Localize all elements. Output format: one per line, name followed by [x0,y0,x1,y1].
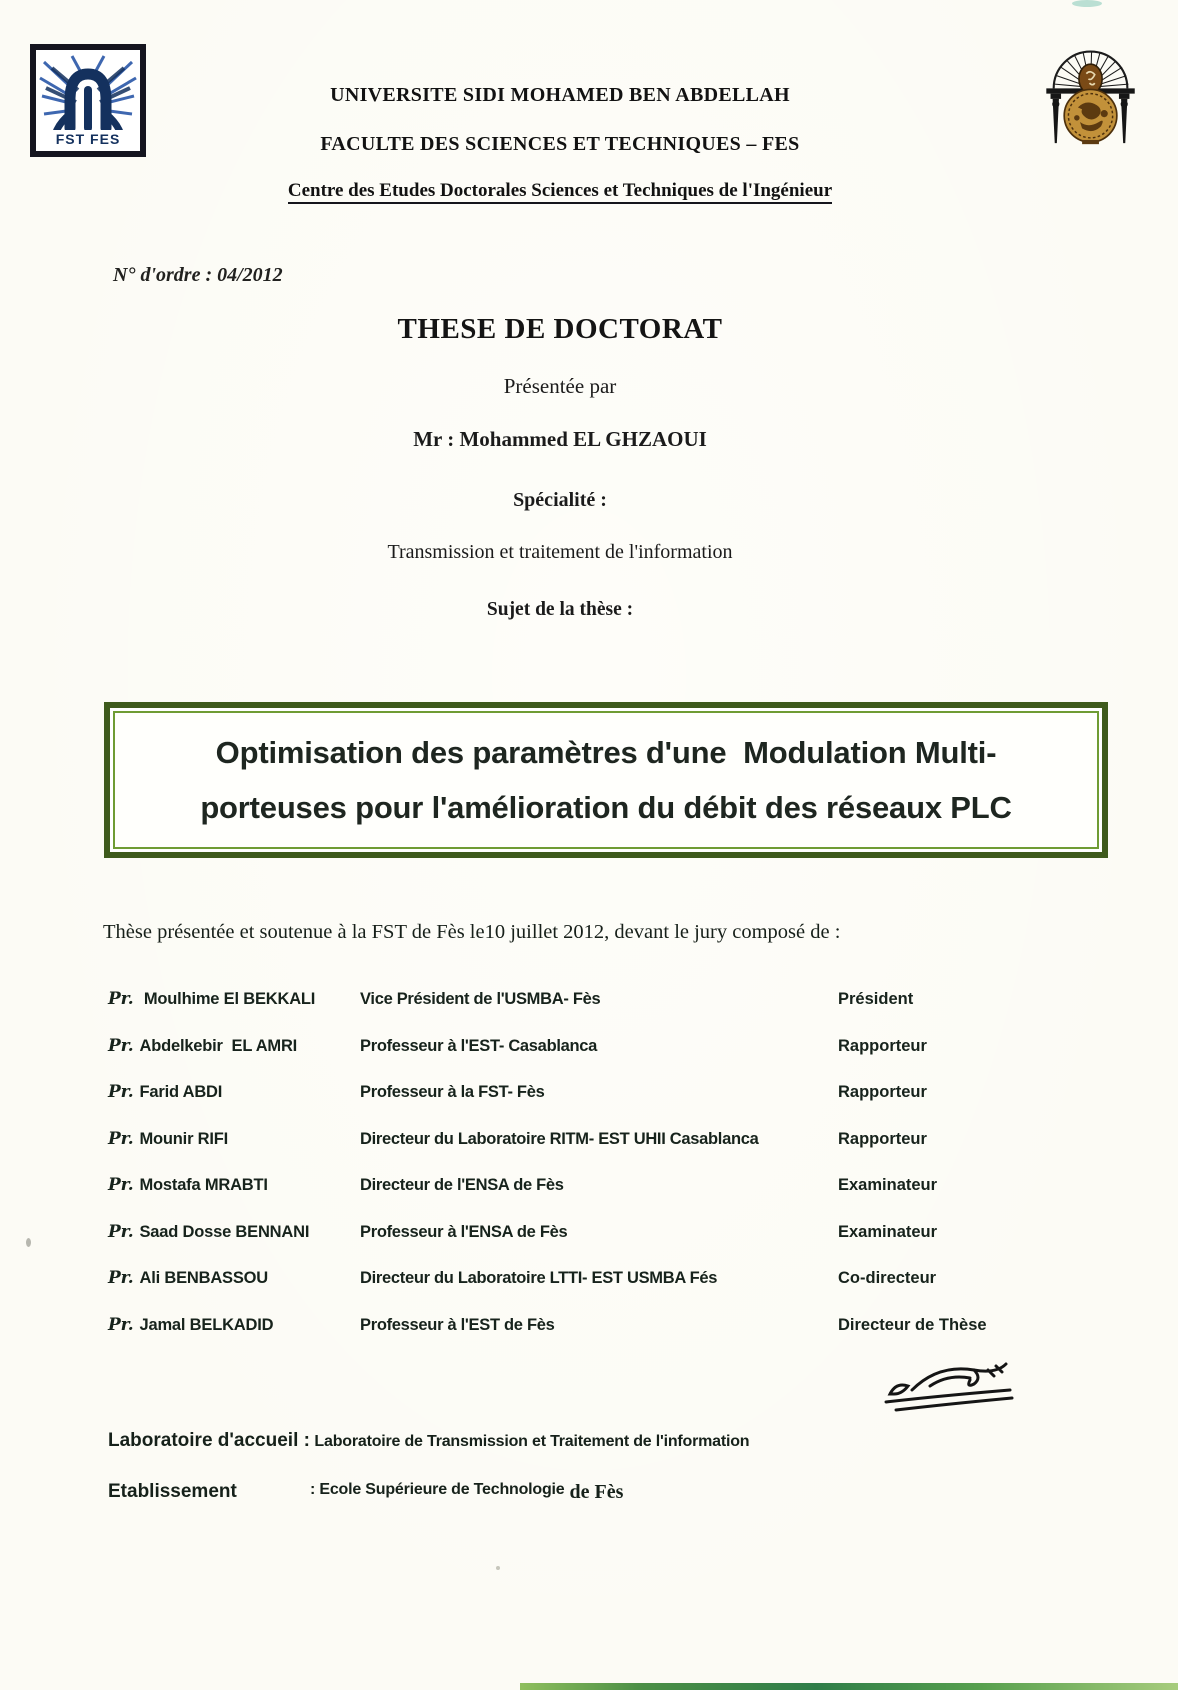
presented-by-label: Présentée par [503,374,617,398]
professor-prefix: Pr. [108,1268,134,1288]
jury-name-text: Farid ABDI [139,1083,223,1101]
jury-name-text: Abdelkebir EL AMRI [139,1036,298,1055]
thesis-title-line-1: Optimisation des paramètres d'une Modulation Multi- [215,735,997,770]
jury-row [108,1036,1118,1057]
jury-table [108,989,1118,1336]
jury-name-text: Jamal BELKADID [139,1315,274,1334]
jury-member-role: Directeur de Thèse [838,1315,987,1334]
speciality-value: Transmission et traitement de l'information [387,541,733,563]
bottom-scan-green-bar [520,1683,1178,1690]
jury-member-role: Rapporteur [838,1083,927,1101]
university-name: UNIVERSITE SIDI MOHAMED BEN ABDELLAH [330,84,790,106]
scan-speck [26,1238,31,1247]
jury-name-text: Mostafa MRABTI [139,1176,268,1194]
professor-prefix: Pr. [108,1035,134,1056]
jury-row [108,1222,1118,1243]
jury-member-name [108,989,360,1009]
arabic-signature-stamp-icon [878,1356,1018,1416]
establishment-label: Etablissement [108,1481,237,1502]
defense-statement: Thèse présentée et soutenue à la FST de Fès le10 juillet 2012, devant le jury composé de : [103,921,841,943]
jury-member-role: Examinateur [838,1222,938,1241]
establishment-line [108,1481,623,1504]
jury-member-name [108,1129,360,1149]
document-title: THESE DE DOCTORAT [397,313,723,345]
jury-member-name [108,1082,360,1102]
jury-member-affiliation: Directeur du Laboratoire RITM- EST UHII Casablanca [360,1129,759,1148]
jury-row [108,1315,1118,1336]
order-number: N° d'ordre : 04/2012 [113,264,283,286]
professor-prefix: Pr. [108,1175,134,1195]
jury-member-affiliation: Directeur de l'ENSA de Fès [360,1176,564,1194]
host-lab-value: Laboratoire de Transmission et Traitement de l'information [314,1433,750,1450]
jury-member-affiliation: Vice Président de l'USMBA- Fès [360,990,601,1008]
jury-member-name [108,1268,360,1288]
jury-member-name [108,1315,360,1335]
jury-member-affiliation: Professeur à l'EST- Casablanca [360,1036,598,1055]
jury-member-affiliation: Professeur à l'EST de Fès [360,1315,555,1334]
jury-name-text: Ali BENBASSOU [139,1269,268,1287]
professor-prefix: Pr. [108,989,134,1009]
author-name: Mr : Mohammed EL GHZAOUI [413,427,707,451]
thesis-title-line-2: porteuses pour l'amélioration du débit des réseaux PLC [200,790,1012,825]
jury-row [108,989,1118,1010]
scan-speck [496,1566,500,1570]
jury-name-text: Mounir RIFI [139,1129,229,1148]
host-lab-label: Laboratoire d'accueil : [108,1430,310,1451]
establishment-city: de Fès [569,1481,624,1503]
subject-label: Sujet de la thèse : [486,599,634,620]
professor-prefix: Pr. [108,1221,134,1242]
jury-member-role: Examinateur [838,1176,938,1194]
jury-member-role: Président [838,990,914,1008]
jury-row [108,1175,1118,1196]
jury-row [108,1268,1118,1289]
jury-member-affiliation: Professeur à la FST- Fès [360,1083,545,1101]
establishment-value: : Ecole Supérieure de Technologie [310,1481,565,1498]
doctoral-center-text: Centre des Etudes Doctorales Sciences et Techniques de l'Ingénieur [288,180,832,204]
speciality-label: Spécialité : [513,489,607,511]
jury-member-affiliation: Directeur du Laboratoire LTTI- EST USMBA Fés [360,1269,718,1287]
jury-member-role: Rapporteur [838,1036,927,1055]
jury-row [108,1082,1118,1103]
jury-member-role: Rapporteur [838,1129,927,1148]
jury-member-name [108,1036,360,1056]
thesis-title-box [104,702,1108,858]
professor-prefix: Pr. [108,1128,134,1149]
professor-prefix: Pr. [108,1082,134,1102]
jury-member-affiliation: Professeur à l'ENSA de Fès [360,1222,568,1241]
host-lab-line [108,1430,749,1452]
jury-row [108,1129,1118,1150]
scan-smudge [1072,0,1102,7]
jury-member-name [108,1175,360,1195]
doctoral-center-name [0,180,1120,202]
jury-name-text: Moulhime El BEKKALI [139,990,316,1008]
fst-logo-caption: FST FES [55,131,121,147]
jury-member-role: Co-directeur [838,1269,937,1287]
faculty-name: FACULTE DES SCIENCES ET TECHNIQUES – FES [320,133,800,155]
jury-member-name [108,1222,360,1242]
jury-name-text: Saad Dosse BENNANI [139,1222,310,1241]
professor-prefix: Pr. [108,1314,134,1335]
